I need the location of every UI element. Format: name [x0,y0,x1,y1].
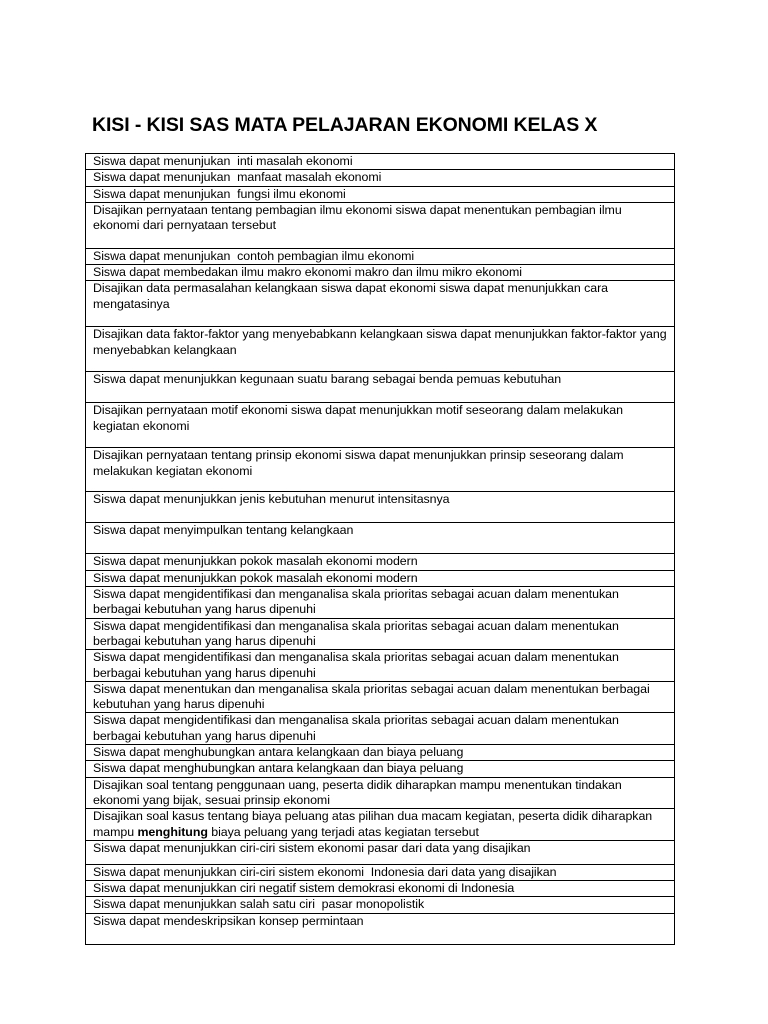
row-text: Siswa dapat mengidentifikasi dan menganalisa skala prioritas sebagai acuan dalam menentukan berbagai kebutuhan yang harus dipenuhi [86,650,675,682]
table-row [86,681,675,713]
table-row [86,761,675,777]
row-text: Disajikan pernyataan tentang prinsip ekonomi siswa dapat menunjukkan prinsip seseorang dalam melakukan kegiatan ekonomi [86,448,675,492]
table-row [86,154,675,170]
row-text-part: Disajikan soal kasus tentang biaya peluang atas pilihan dua macam kegiatan, peserta didik diharapkan mampu [93,809,653,839]
row-text: Disajikan pernyataan motif ekonomi siswa dapat menunjukkan motif seseorang dalam melakukan kegiatan ekonomi [86,403,675,448]
row-text: Siswa dapat menunjukkan kegunaan suatu barang sebagai benda pemuas kebutuhan [86,372,675,403]
table-row [86,587,675,619]
row-text: Siswa dapat mendeskripsikan konsep permintaan [86,913,675,944]
table-row [86,327,675,372]
row-text: Siswa dapat mengidentifikasi dan menganalisa skala prioritas sebagai acuan dalam menentukan berbagai kebutuhan yang harus dipenuhi [86,713,675,745]
table-row [86,897,675,913]
table-row [86,913,675,944]
row-text: Disajikan soal tentang penggunaan uang, peserta didik diharapkan mampu menentukan tindakan ekonomi yang bijak, sesuai prinsip ekonomi [86,777,675,809]
row-text: Siswa dapat mengidentifikasi dan menganalisa skala prioritas sebagai acuan dalam menentukan berbagai kebutuhan yang harus dipenuhi [86,618,675,650]
table-row [86,618,675,650]
table-row [86,248,675,264]
row-text: Siswa dapat menunjukan contoh pembagian ilmu ekonomi [86,248,675,264]
table-row [86,448,675,492]
table-row [86,745,675,761]
table-row [86,523,675,554]
table-row [86,840,675,864]
row-text: Siswa dapat menunjukkan pokok masalah ekonomi modern [86,554,675,570]
row-text: Siswa dapat menunjukkan ciri negatif sistem demokrasi ekonomi di Indonesia [86,881,675,897]
row-text: Disajikan pernyataan tentang pembagian ilmu ekonomi siswa dapat menentukan pembagian ilmu ekonomi dari pernyataan tersebut [86,202,675,248]
table-row [86,403,675,448]
row-text: Siswa dapat menunjukan inti masalah ekonomi [86,154,675,170]
table-row [86,650,675,682]
table-row [86,713,675,745]
row-text: Siswa dapat membedakan ilmu makro ekonomi makro dan ilmu mikro ekonomi [86,265,675,281]
row-text: Siswa dapat menentukan dan menganalisa skala prioritas sebagai acuan dalam menentukan berbagai kebutuhan yang harus dipenuhi [86,681,675,713]
table-row [86,265,675,281]
table-row [86,372,675,403]
row-text: Siswa dapat menunjukkan ciri-ciri sistem ekonomi pasar dari data yang disajikan [86,840,675,864]
row-text: Disajikan data permasalahan kelangkaan siswa dapat ekonomi siswa dapat menunjukkan cara mengatasinya [86,281,675,327]
table-row [86,777,675,809]
table-row [86,281,675,327]
table-row [86,202,675,248]
table-row [86,186,675,202]
row-text: Disajikan data faktor-faktor yang menyebabkann kelangkaan siswa dapat menunjukkan faktor-faktor yang menyebabkan kelangkaan [86,327,675,372]
table-row [86,554,675,570]
row-text: Siswa dapat menunjukkan jenis kebutuhan menurut intensitasnya [86,492,675,523]
row-text: Siswa dapat menunjukan fungsi ilmu ekonomi [86,186,675,202]
document-title: KISI - KISI SAS MATA PELAJARAN EKONOMI KELAS X [92,114,598,136]
row-text: Siswa dapat mengidentifikasi dan menganalisa skala prioritas sebagai acuan dalam menentukan berbagai kebutuhan yang harus dipenuhi [86,587,675,619]
row-text: Siswa dapat menunjukkan pokok masalah ekonomi modern [86,570,675,586]
row-text: Siswa dapat menunjukan manfaat masalah ekonomi [86,170,675,186]
row-text: Siswa dapat menunjukkan salah satu ciri pasar monopolistik [86,897,675,913]
row-text: Siswa dapat menunjukkan ciri-ciri sistem ekonomi Indonesia dari data yang disajikan [86,864,675,880]
row-text: Siswa dapat menghubungkan antara kelangkaan dan biaya peluang [86,761,675,777]
table-row [86,864,675,880]
table-row [86,881,675,897]
row-text: Siswa dapat menyimpulkan tentang kelangkaan [86,523,675,554]
row-text-part: biaya peluang yang terjadi atas kegiatan tersebut [207,824,479,839]
kisi-table [85,153,675,945]
table-row [86,809,675,841]
table-row [86,492,675,523]
table-row [86,570,675,586]
row-text-bold: menghitung [137,824,208,839]
row-text: Siswa dapat menghubungkan antara kelangkaan dan biaya peluang [86,745,675,761]
row-text [86,809,675,841]
table-row [86,170,675,186]
